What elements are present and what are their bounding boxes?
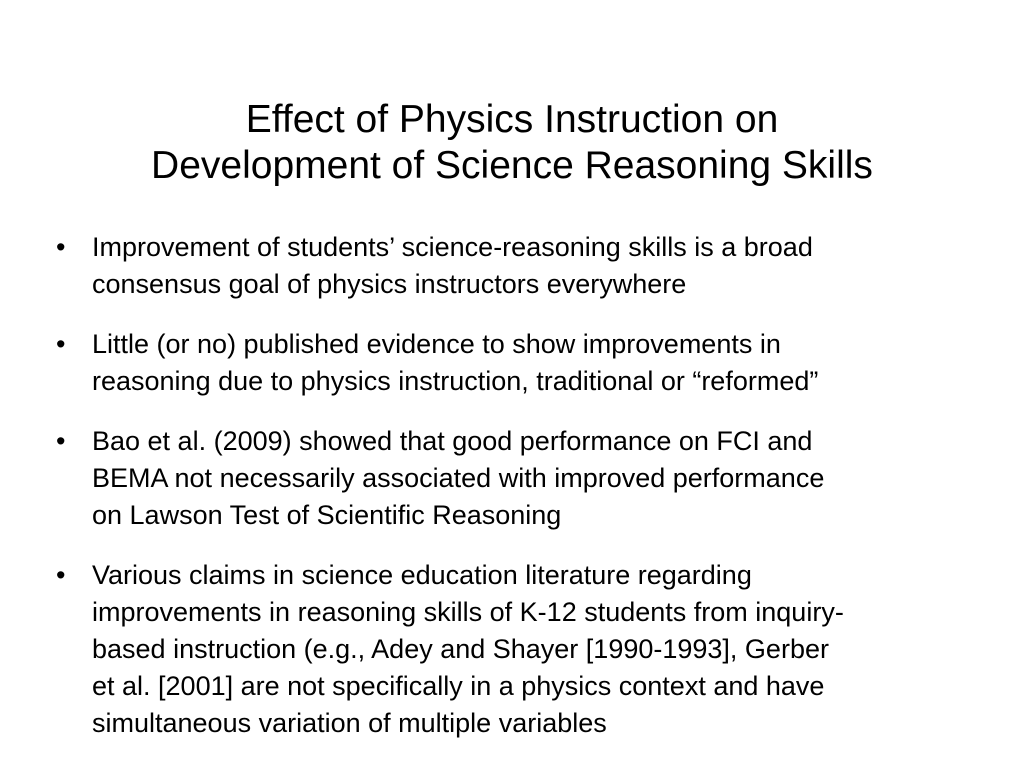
- bullet-3-line-2: BEMA not necessarily associated with improved performance: [92, 463, 825, 493]
- bullet-1-line-2: consensus goal of physics instructors everywhere: [92, 269, 687, 299]
- bullet-3-line-1: Bao et al. (2009) showed that good performance on FCI and: [92, 426, 813, 456]
- bullet-marker: •: [56, 426, 66, 456]
- bullet-2-line-2: reasoning due to physics instruction, traditional or “reformed”: [92, 366, 819, 396]
- bullet-4-line-4: et al. [2001] are not specifically in a physics context and have: [92, 671, 825, 701]
- bullet-4-line-5: simultaneous variation of multiple variables: [92, 708, 607, 738]
- bullet-item-2: [56, 326, 986, 400]
- bullet-item-3: [56, 423, 986, 534]
- bullet-4-line-2: improvements in reasoning skills of K-12 students from inquiry-: [92, 597, 844, 627]
- bullet-4-line-3: based instruction (e.g., Adey and Shayer [1990-1993], Gerber: [92, 634, 829, 664]
- bullet-list: [56, 229, 986, 765]
- title-line-1: Effect of Physics Instruction on: [245, 98, 779, 141]
- slide-title: [0, 97, 1024, 189]
- title-line-2: Development of Science Reasoning Skills: [151, 144, 873, 187]
- bullet-marker: •: [56, 232, 66, 262]
- bullet-4-line-1: Various claims in science education literature regarding: [92, 560, 752, 590]
- bullet-item-4: [56, 557, 986, 742]
- bullet-marker: •: [56, 329, 66, 359]
- bullet-marker: •: [56, 560, 66, 590]
- bullet-1-line-1: Improvement of students’ science-reasoning skills is a broad: [92, 232, 813, 262]
- bullet-item-1: [56, 229, 986, 303]
- bullet-3-line-3: on Lawson Test of Scientific Reasoning: [92, 500, 562, 530]
- bullet-2-line-1: Little (or no) published evidence to show improvements in: [92, 329, 781, 359]
